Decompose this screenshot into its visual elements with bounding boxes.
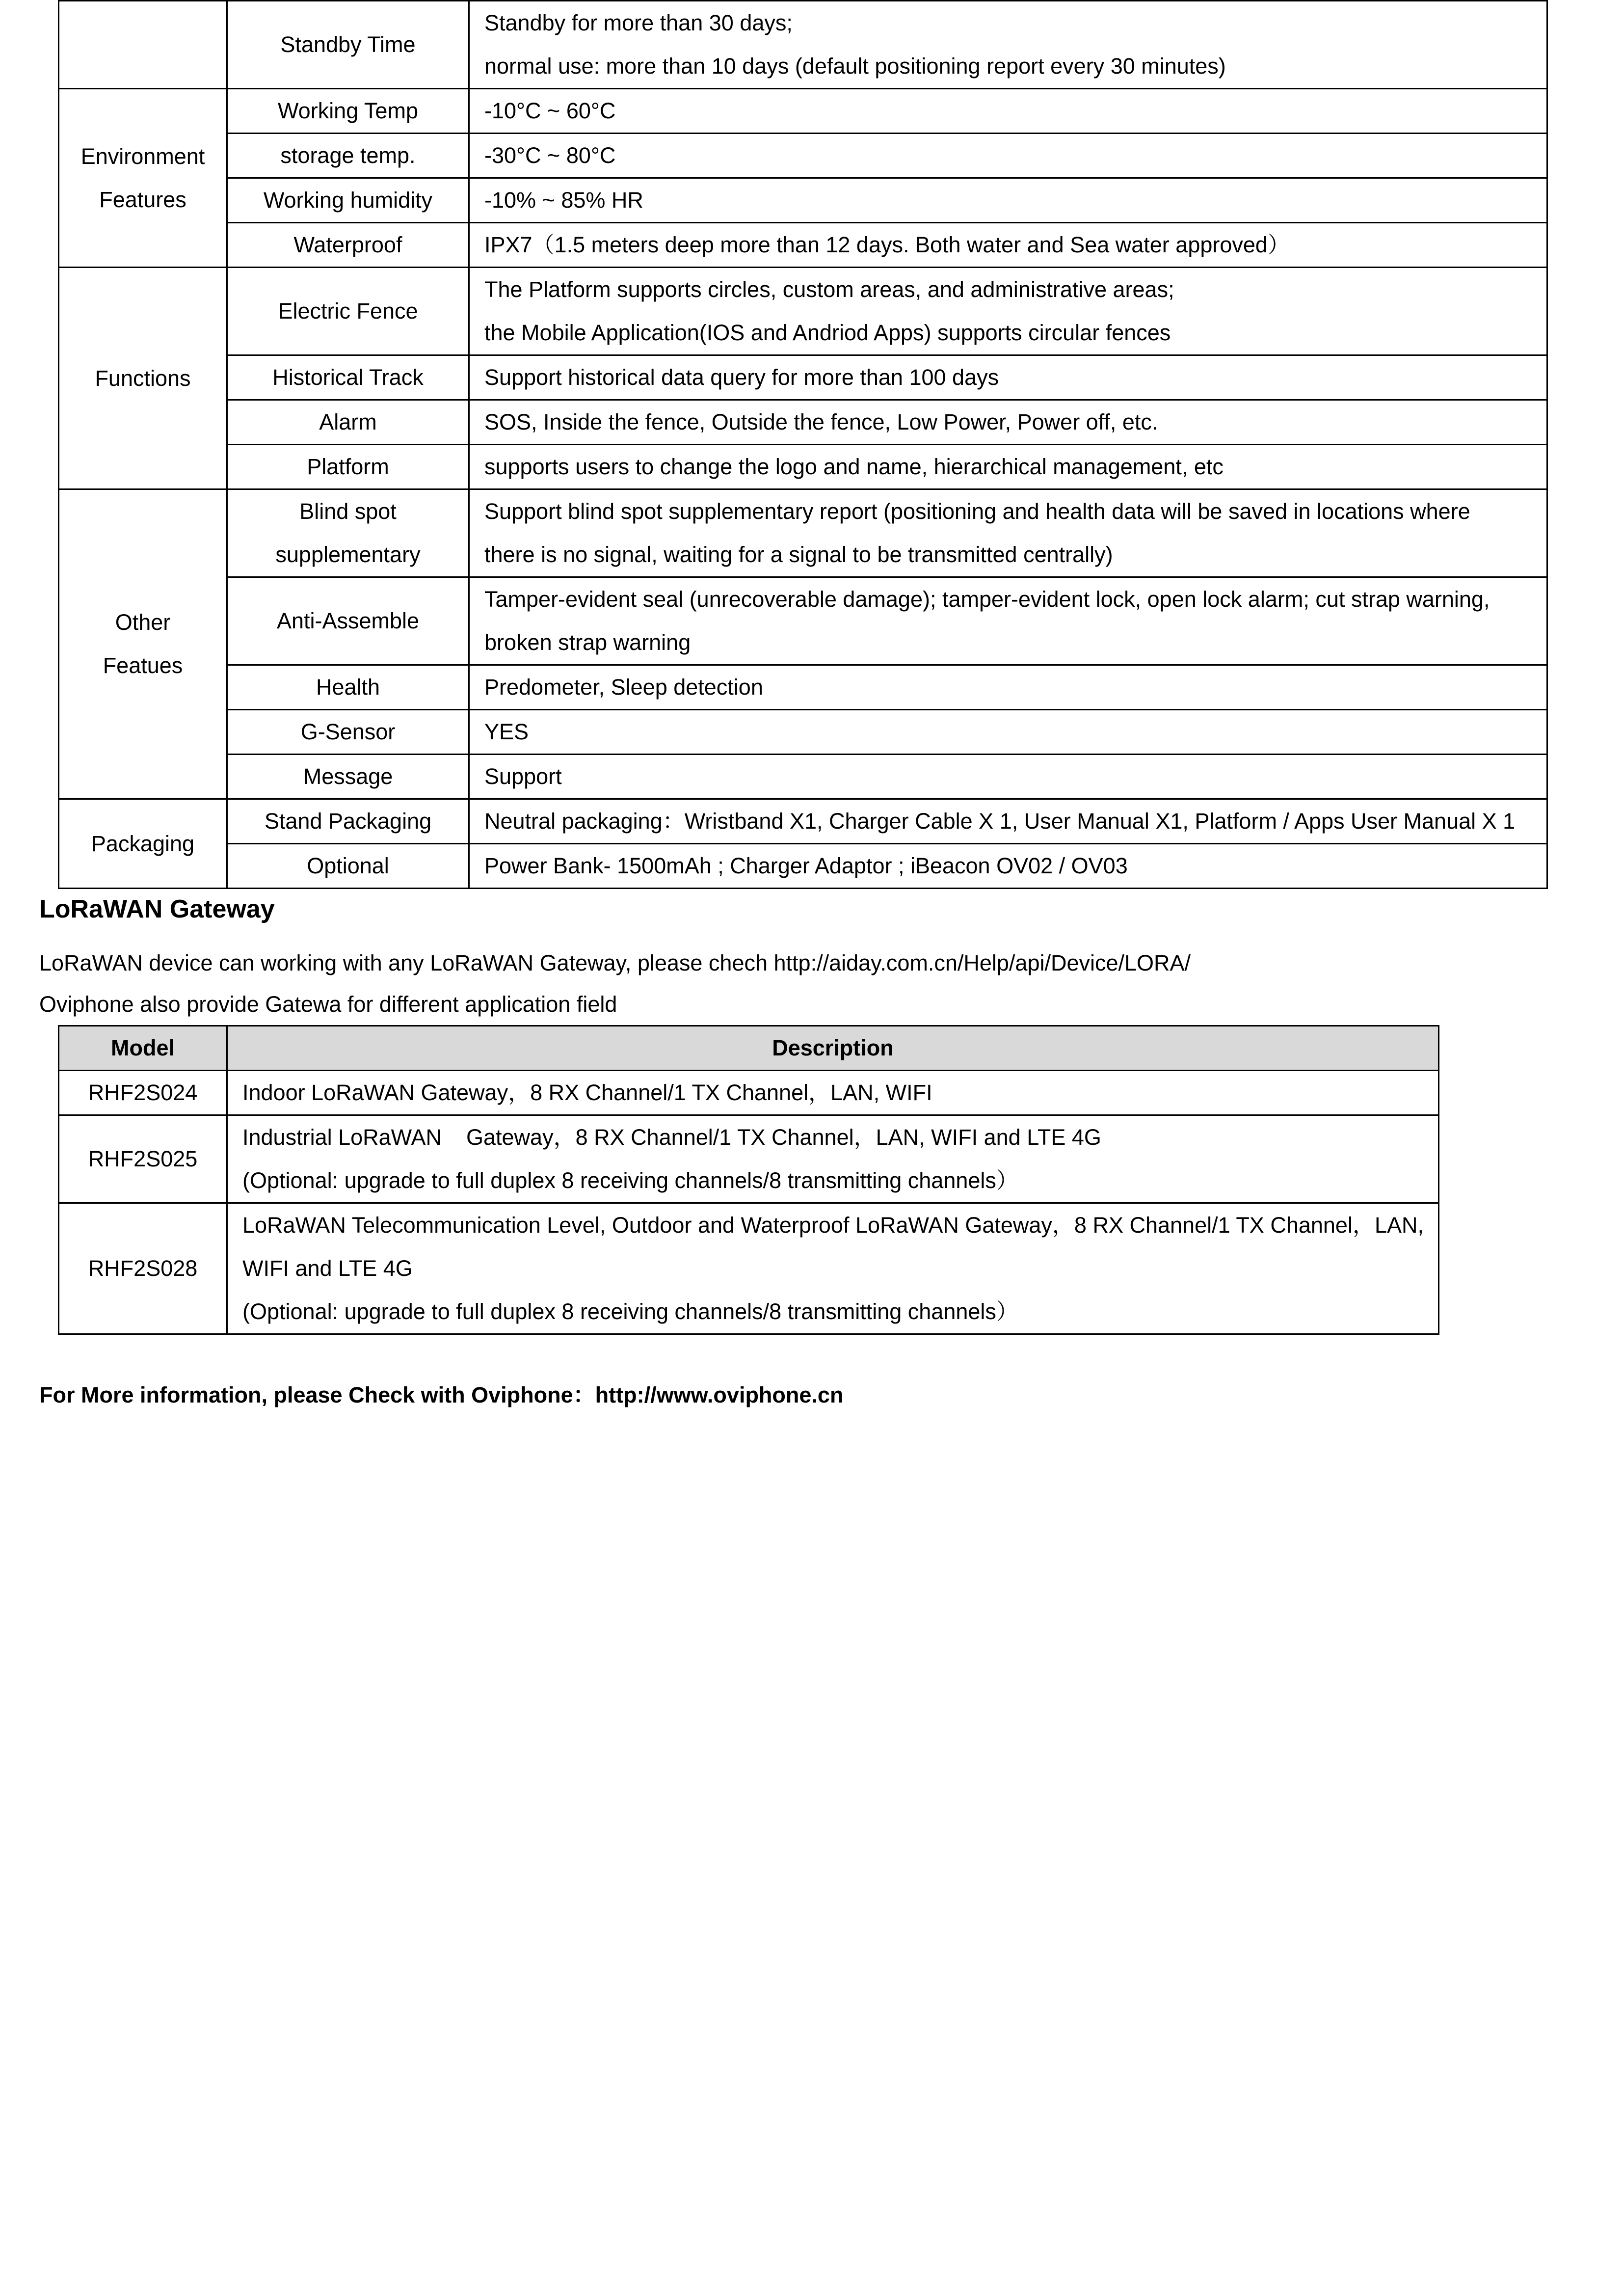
description-cell: Indoor LoRaWAN Gateway，8 RX Channel/1 TX Channel，LAN, WIFI [227,1071,1439,1115]
feature-cell: Waterproof [227,223,469,268]
category-cell: Other Featues [59,489,227,799]
table-row [59,355,1547,400]
value-cell: Support historical data query for more than 100 days [469,355,1547,400]
value-cell: -10°C ~ 60°C [469,89,1547,134]
table-row [59,755,1547,799]
column-header-description: Description [227,1026,1439,1071]
table-row [59,799,1547,844]
feature-cell: Standby Time [227,1,469,89]
value-cell: supports users to change the logo and name, hierarchical management, etc [469,445,1547,489]
value-cell: Standby for more than 30 days; normal use: more than 10 days (default positioning report every 30 minutes) [469,1,1547,89]
category-cell [59,1,227,89]
value-cell: YES [469,710,1547,755]
spec-table [58,0,1548,889]
table-row [59,400,1547,445]
column-header-model: Model [59,1026,227,1071]
feature-cell: Platform [227,445,469,489]
footer-contact: For More information, please Check with Oviphone：http://www.oviphone.cn [39,1382,844,1407]
gateway-table [58,1025,1439,1335]
table-row [59,178,1547,223]
value-cell: Support [469,755,1547,799]
value-cell: IPX7（1.5 meters deep more than 12 days. Both water and Sea water approved） [469,223,1547,268]
value-cell: Support blind spot supplementary report (positioning and health data will be saved in locations where there is no signal, waiting for a signal to be transmitted centrally) [469,489,1547,577]
model-cell: RHF2S028 [59,1203,227,1334]
feature-cell: storage temp. [227,134,469,178]
table-row [59,489,1547,577]
feature-cell: Blind spot supplementary [227,489,469,577]
table-row [59,445,1547,489]
value-cell: The Platform supports circles, custom areas, and administrative areas; the Mobile Application(IOS and Andriod Apps) supports circular fences [469,268,1547,355]
table-row [59,710,1547,755]
table-row [59,1,1547,89]
value-cell: -30°C ~ 80°C [469,134,1547,178]
table-row [59,577,1547,665]
intro-paragraph: Oviphone also provide Gatewa for different application field [39,992,617,1017]
value-cell: Neutral packaging：Wristband X1, Charger Cable X 1, User Manual X1, Platform / Apps User Manual X 1 [469,799,1547,844]
value-cell: Tamper-evident seal (unrecoverable damage); tamper-evident lock, open lock alarm; cut strap warning, broken strap warning [469,577,1547,665]
table-row [59,665,1547,710]
description-cell: LoRaWAN Telecommunication Level, Outdoor and Waterproof LoRaWAN Gateway，8 RX Channel/1 TX Channel，LAN, WIFI and LTE 4G (Optional: upgrade to full duplex 8 receiving channels/8 transmitting channels） [227,1203,1439,1334]
table-header-row [59,1026,1439,1071]
value-cell: Power Bank- 1500mAh ; Charger Adaptor ; iBeacon OV02 / OV03 [469,844,1547,889]
table-row [59,134,1547,178]
feature-cell: Historical Track [227,355,469,400]
feature-cell: Anti-Assemble [227,577,469,665]
category-cell: Packaging [59,799,227,889]
model-cell: RHF2S025 [59,1115,227,1203]
description-cell: Industrial LoRaWAN Gateway，8 RX Channel/1 TX Channel，LAN, WIFI and LTE 4G (Optional: upgrade to full duplex 8 receiving channels/8 transmitting channels） [227,1115,1439,1203]
feature-cell: G-Sensor [227,710,469,755]
table-row [59,1203,1439,1334]
feature-cell: Electric Fence [227,268,469,355]
table-row [59,844,1547,889]
intro-paragraph: LoRaWAN device can working with any LoRaWAN Gateway, please chech http://aiday.com.cn/Help/api/Device/LORA/ [39,950,1191,975]
value-cell: SOS, Inside the fence, Outside the fence, Low Power, Power off, etc. [469,400,1547,445]
feature-cell: Health [227,665,469,710]
model-cell: RHF2S024 [59,1071,227,1115]
category-cell: Functions [59,268,227,489]
table-row [59,1115,1439,1203]
table-row [59,1071,1439,1115]
feature-cell: Working Temp [227,89,469,134]
table-row [59,89,1547,134]
value-cell: -10% ~ 85% HR [469,178,1547,223]
feature-cell: Message [227,755,469,799]
feature-cell: Alarm [227,400,469,445]
table-row [59,223,1547,268]
feature-cell: Stand Packaging [227,799,469,844]
section-heading: LoRaWAN Gateway [39,895,275,923]
value-cell: Predometer, Sleep detection [469,665,1547,710]
table-row [59,268,1547,355]
feature-cell: Optional [227,844,469,889]
category-cell: Environment Features [59,89,227,268]
feature-cell: Working humidity [227,178,469,223]
